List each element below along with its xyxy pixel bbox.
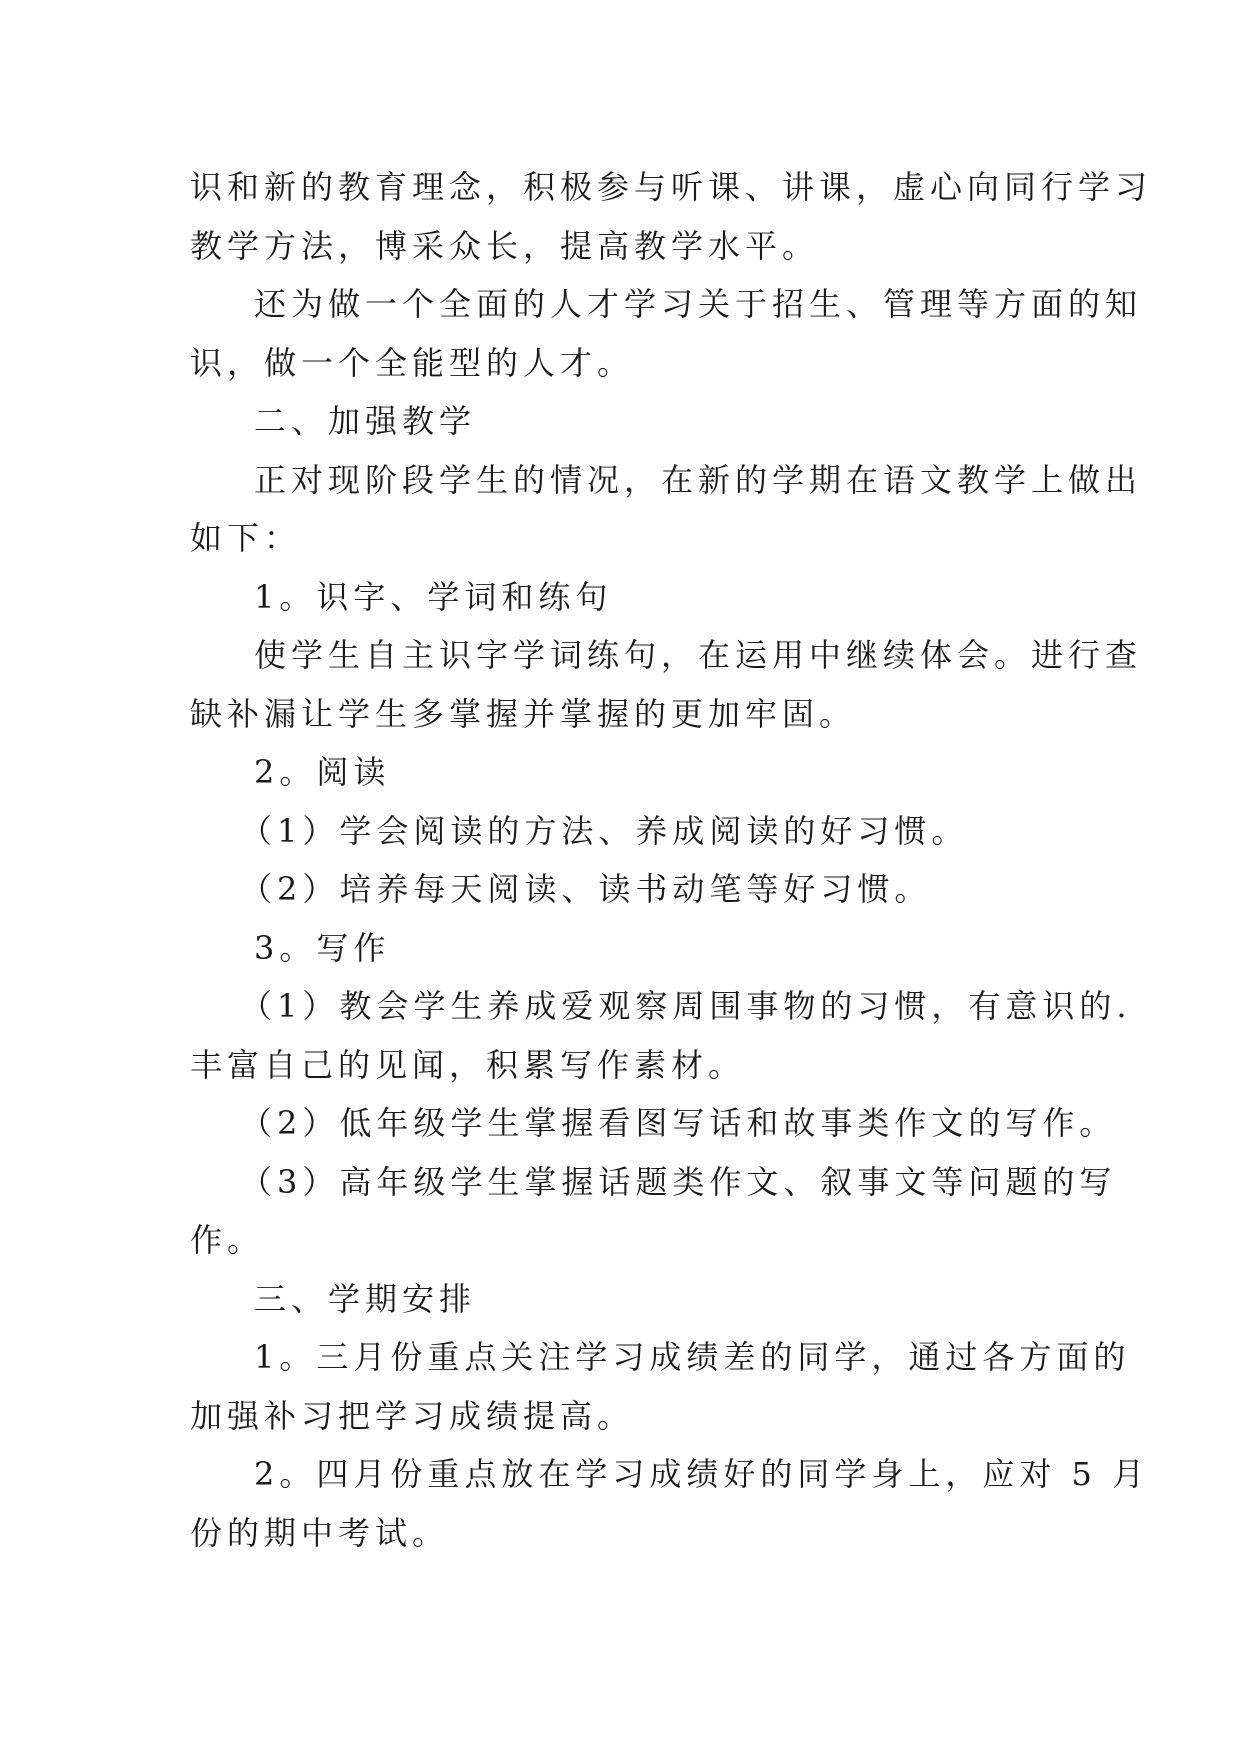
section-heading: 三、学期安排: [254, 1279, 477, 1318]
text-line: 教学方法，博采众长，提高教学水平。: [190, 226, 820, 265]
text-line: 识和新的教育理念，积极参与听课、讲课，虚心向同行学习: [190, 168, 1153, 206]
paragraph-line: 还为做一个全面的人才学习关于招生、管理等方面的知: [254, 285, 1143, 323]
text-line: 作。: [190, 1221, 265, 1259]
text-line: 缺补漏让学生多掌握并掌握的更加牢固。: [190, 694, 857, 733]
list-item: 1。三月份重点关注学习成绩差的同学，通过各方面的: [254, 1338, 1131, 1376]
text-line: 识，做一个全能型的人才。: [190, 343, 635, 382]
text-line: 加强补习把学习成绩提高。: [190, 1396, 635, 1435]
list-item: （2）培养每天阅读、读书动笔等好习惯。: [240, 870, 932, 908]
list-item: （1）学会阅读的方法、养成阅读的好习惯。: [240, 811, 969, 850]
subsection-heading: 1。识字、学词和练句: [254, 577, 613, 616]
text-line: 份的期中考试。: [190, 1513, 450, 1552]
text-line: 丰富自己的见闻，积累写作素材。: [190, 1045, 746, 1084]
paragraph-line: 使学生自主识字学词练句，在运用中继续体会。进行查: [254, 636, 1143, 674]
document-body: [190, 158, 1153, 1562]
section-heading: 二、加强教学: [254, 402, 477, 440]
list-item: （2）低年级学生掌握看图写话和故事类作文的写作。: [240, 1104, 1117, 1142]
list-item: （1）教会学生养成爱观察周围事物的习惯，有意识的.: [240, 987, 1132, 1025]
subsection-heading: 3。写作: [254, 928, 391, 967]
text-line: 如下：: [190, 519, 302, 557]
list-item: 2。四月份重点放在学习成绩好的同学身上，应对 5 月: [254, 1455, 1150, 1493]
paragraph-line: 正对现阶段学生的情况，在新的学期在语文教学上做出: [254, 460, 1143, 499]
subsection-heading: 2。阅读: [254, 753, 391, 791]
list-item: （3）高年级学生掌握话题类作文、叙事文等问题的写: [240, 1162, 1117, 1201]
